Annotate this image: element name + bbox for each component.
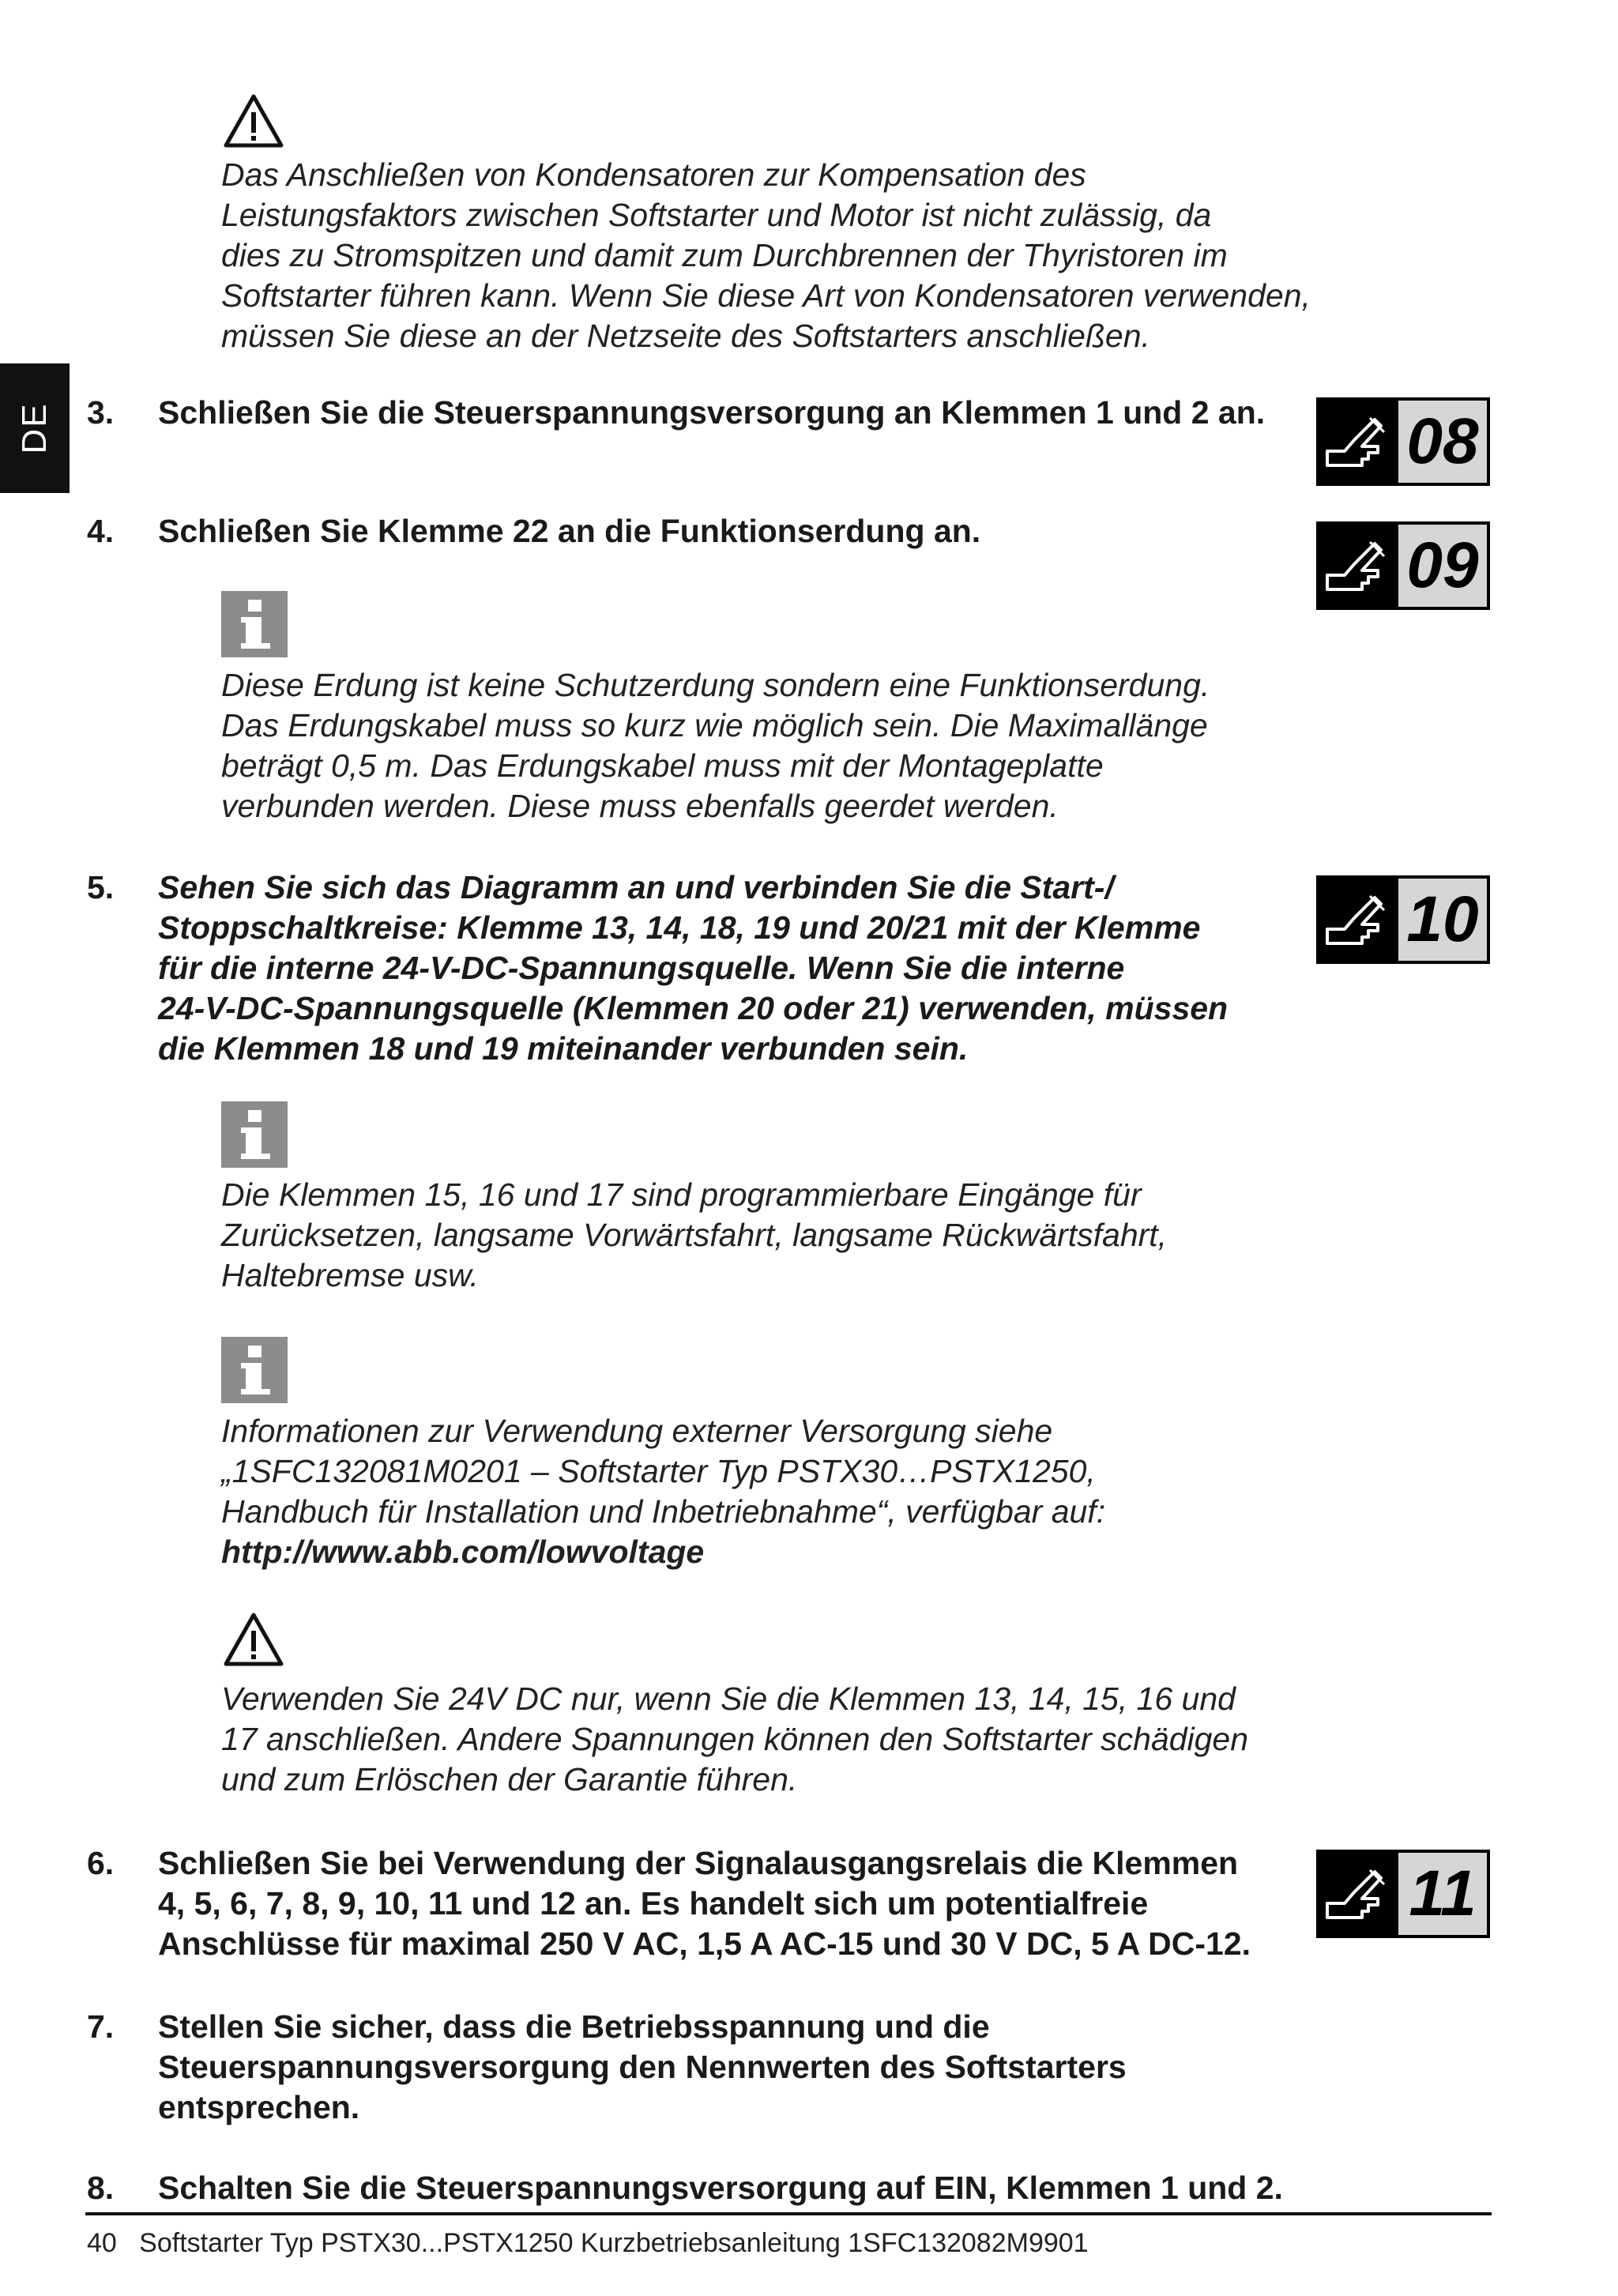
earthing-info-text [221,665,1210,826]
step-number: 7. [87,2008,115,2045]
step-number: 3. [87,394,115,431]
step-4-text [158,511,980,551]
info-icon [221,1337,288,1403]
note-line: Leistungsfaktors zwischen Softstarter und Motor ist nicht zulässig, da [221,197,1212,233]
note-line: Zurücksetzen, langsame Vorwärtsfahrt, langsame Rückwärtsfahrt, [221,1217,1168,1253]
figure-number: 08 [1395,401,1487,483]
step-line: Schalten Sie die Steuerspannungsversorgung auf EIN, Klemmen 1 und 2. [158,2170,1283,2206]
footer-divider [85,2212,1492,2215]
figure-badge-10 [1316,875,1490,964]
figure-badge-08 [1316,397,1490,486]
figure-number: 11 [1395,1853,1487,1935]
note-line: Informationen zur Verwendung externer Versorgung siehe [221,1413,1053,1449]
step-line: für die interne 24-V-DC-Spannungsquelle. Wenn Sie die interne [158,950,1125,986]
step-line: Schließen Sie Klemme 22 an die Funktionserdung an. [158,513,981,549]
figure-number: 10 [1395,879,1487,961]
warning-triangle-icon [223,93,284,149]
language-tab-label: DE [15,402,54,454]
step-number: 8. [87,2170,115,2206]
note-line: Diese Erdung ist keine Schutzerdung sondern eine Funktionserdung. [221,667,1210,703]
info-icon [221,591,288,657]
step-line: 24-V-DC-Spannungsquelle (Klemmen 20 oder 21) verwenden, müssen [158,990,1229,1026]
note-line: verbunden werden. Diese muss ebenfalls geerdet werden. [221,788,1059,824]
step-line: Anschlüsse für maximal 250 V AC, 1,5 A AC-15 und 30 V DC, 5 A DC-12. [158,1925,1251,1962]
step-line: Sehen Sie sich das Diagramm an und verbinden Sie die Start-/ [158,869,1114,905]
note-line: beträgt 0,5 m. Das Erdungskabel muss mit der Montageplatte [221,747,1104,784]
hand-pointing-icon [1319,401,1395,483]
note-line: müssen Sie diese an der Netzseite des Softstarters anschließen. [221,318,1150,354]
figure-number: 09 [1395,525,1487,607]
voltage-warning-text [221,1679,1248,1800]
figure-badge-09 [1316,521,1490,610]
note-line: Verwenden Sie 24V DC nur, wenn Sie die Klemmen 13, 14, 15, 16 und [221,1681,1236,1717]
note-line: Das Anschließen von Kondensatoren zur Kompensation des [221,156,1086,193]
note-line: Handbuch für Installation und Inbetriebnahme“, verfügbar auf: [221,1493,1106,1530]
hand-pointing-icon [1319,525,1395,607]
step-line: Schließen Sie bei Verwendung der Signalausgangsrelais die Klemmen [158,1845,1239,1881]
step-3-text [158,393,1265,433]
step-line: entsprechen. [158,2089,360,2125]
step-number: 5. [87,869,115,905]
step-number: 6. [87,1845,115,1881]
page-footer [87,2228,1089,2259]
page-number: 40 [87,2228,117,2258]
note-line: dies zu Stromspitzen und damit zum Durchbrennen der Thyristoren im [221,237,1228,273]
step-8-text [158,2168,1283,2208]
capacitor-warning-text [221,155,1311,356]
step-line: die Klemmen 18 und 19 miteinander verbunden sein. [158,1030,969,1067]
step-line: 4, 5, 6, 7, 8, 9, 10, 11 und 12 an. Es handelt sich um potentialfreie [158,1885,1149,1921]
step-line: Stoppschaltkreise: Klemme 13, 14, 18, 19 und 20/21 mit der Klemme [158,909,1201,946]
step-line: Schließen Sie die Steuerspannungsversorgung an Klemmen 1 und 2 an. [158,394,1266,431]
step-line: Steuerspannungsversorgung den Nennwerten des Softstarters [158,2049,1127,2085]
step-line: Stellen Sie sicher, dass die Betriebsspannung und die [158,2008,990,2045]
note-line: Haltebremse usw. [221,1257,479,1293]
note-line: Die Klemmen 15, 16 und 17 sind programmierbare Eingänge für [221,1176,1142,1213]
step-5-text [158,868,1228,1069]
note-line: 17 anschließen. Andere Spannungen können den Softstarter schädigen [221,1721,1249,1757]
note-line: Softstarter führen kann. Wenn Sie diese Art von Kondensatoren verwenden, [221,277,1311,314]
abb-lowvoltage-link[interactable]: http://www.abb.com/lowvoltage [221,1534,705,1570]
step-7-text [158,2007,1127,2128]
hand-pointing-icon [1319,879,1395,961]
step-6-text [158,1843,1251,1964]
warning-triangle-icon [223,1612,284,1667]
info-icon [221,1101,288,1168]
note-line: „1SFC132081M0201 – Softstarter Typ PSTX30…PSTX1250, [221,1453,1096,1489]
programmable-inputs-info-text [221,1175,1167,1296]
hand-pointing-icon [1319,1853,1395,1935]
note-line: und zum Erlöschen der Garantie führen. [221,1761,798,1797]
document-title: Softstarter Typ PSTX30...PSTX1250 Kurzbetriebsanleitung 1SFC132082M9901 [139,2228,1089,2258]
language-tab [0,363,70,493]
note-line: Das Erdungskabel muss so kurz wie möglich sein. Die Maximallänge [221,707,1208,743]
external-supply-info-text [221,1411,1105,1572]
figure-badge-11 [1316,1850,1490,1938]
step-number: 4. [87,513,115,549]
